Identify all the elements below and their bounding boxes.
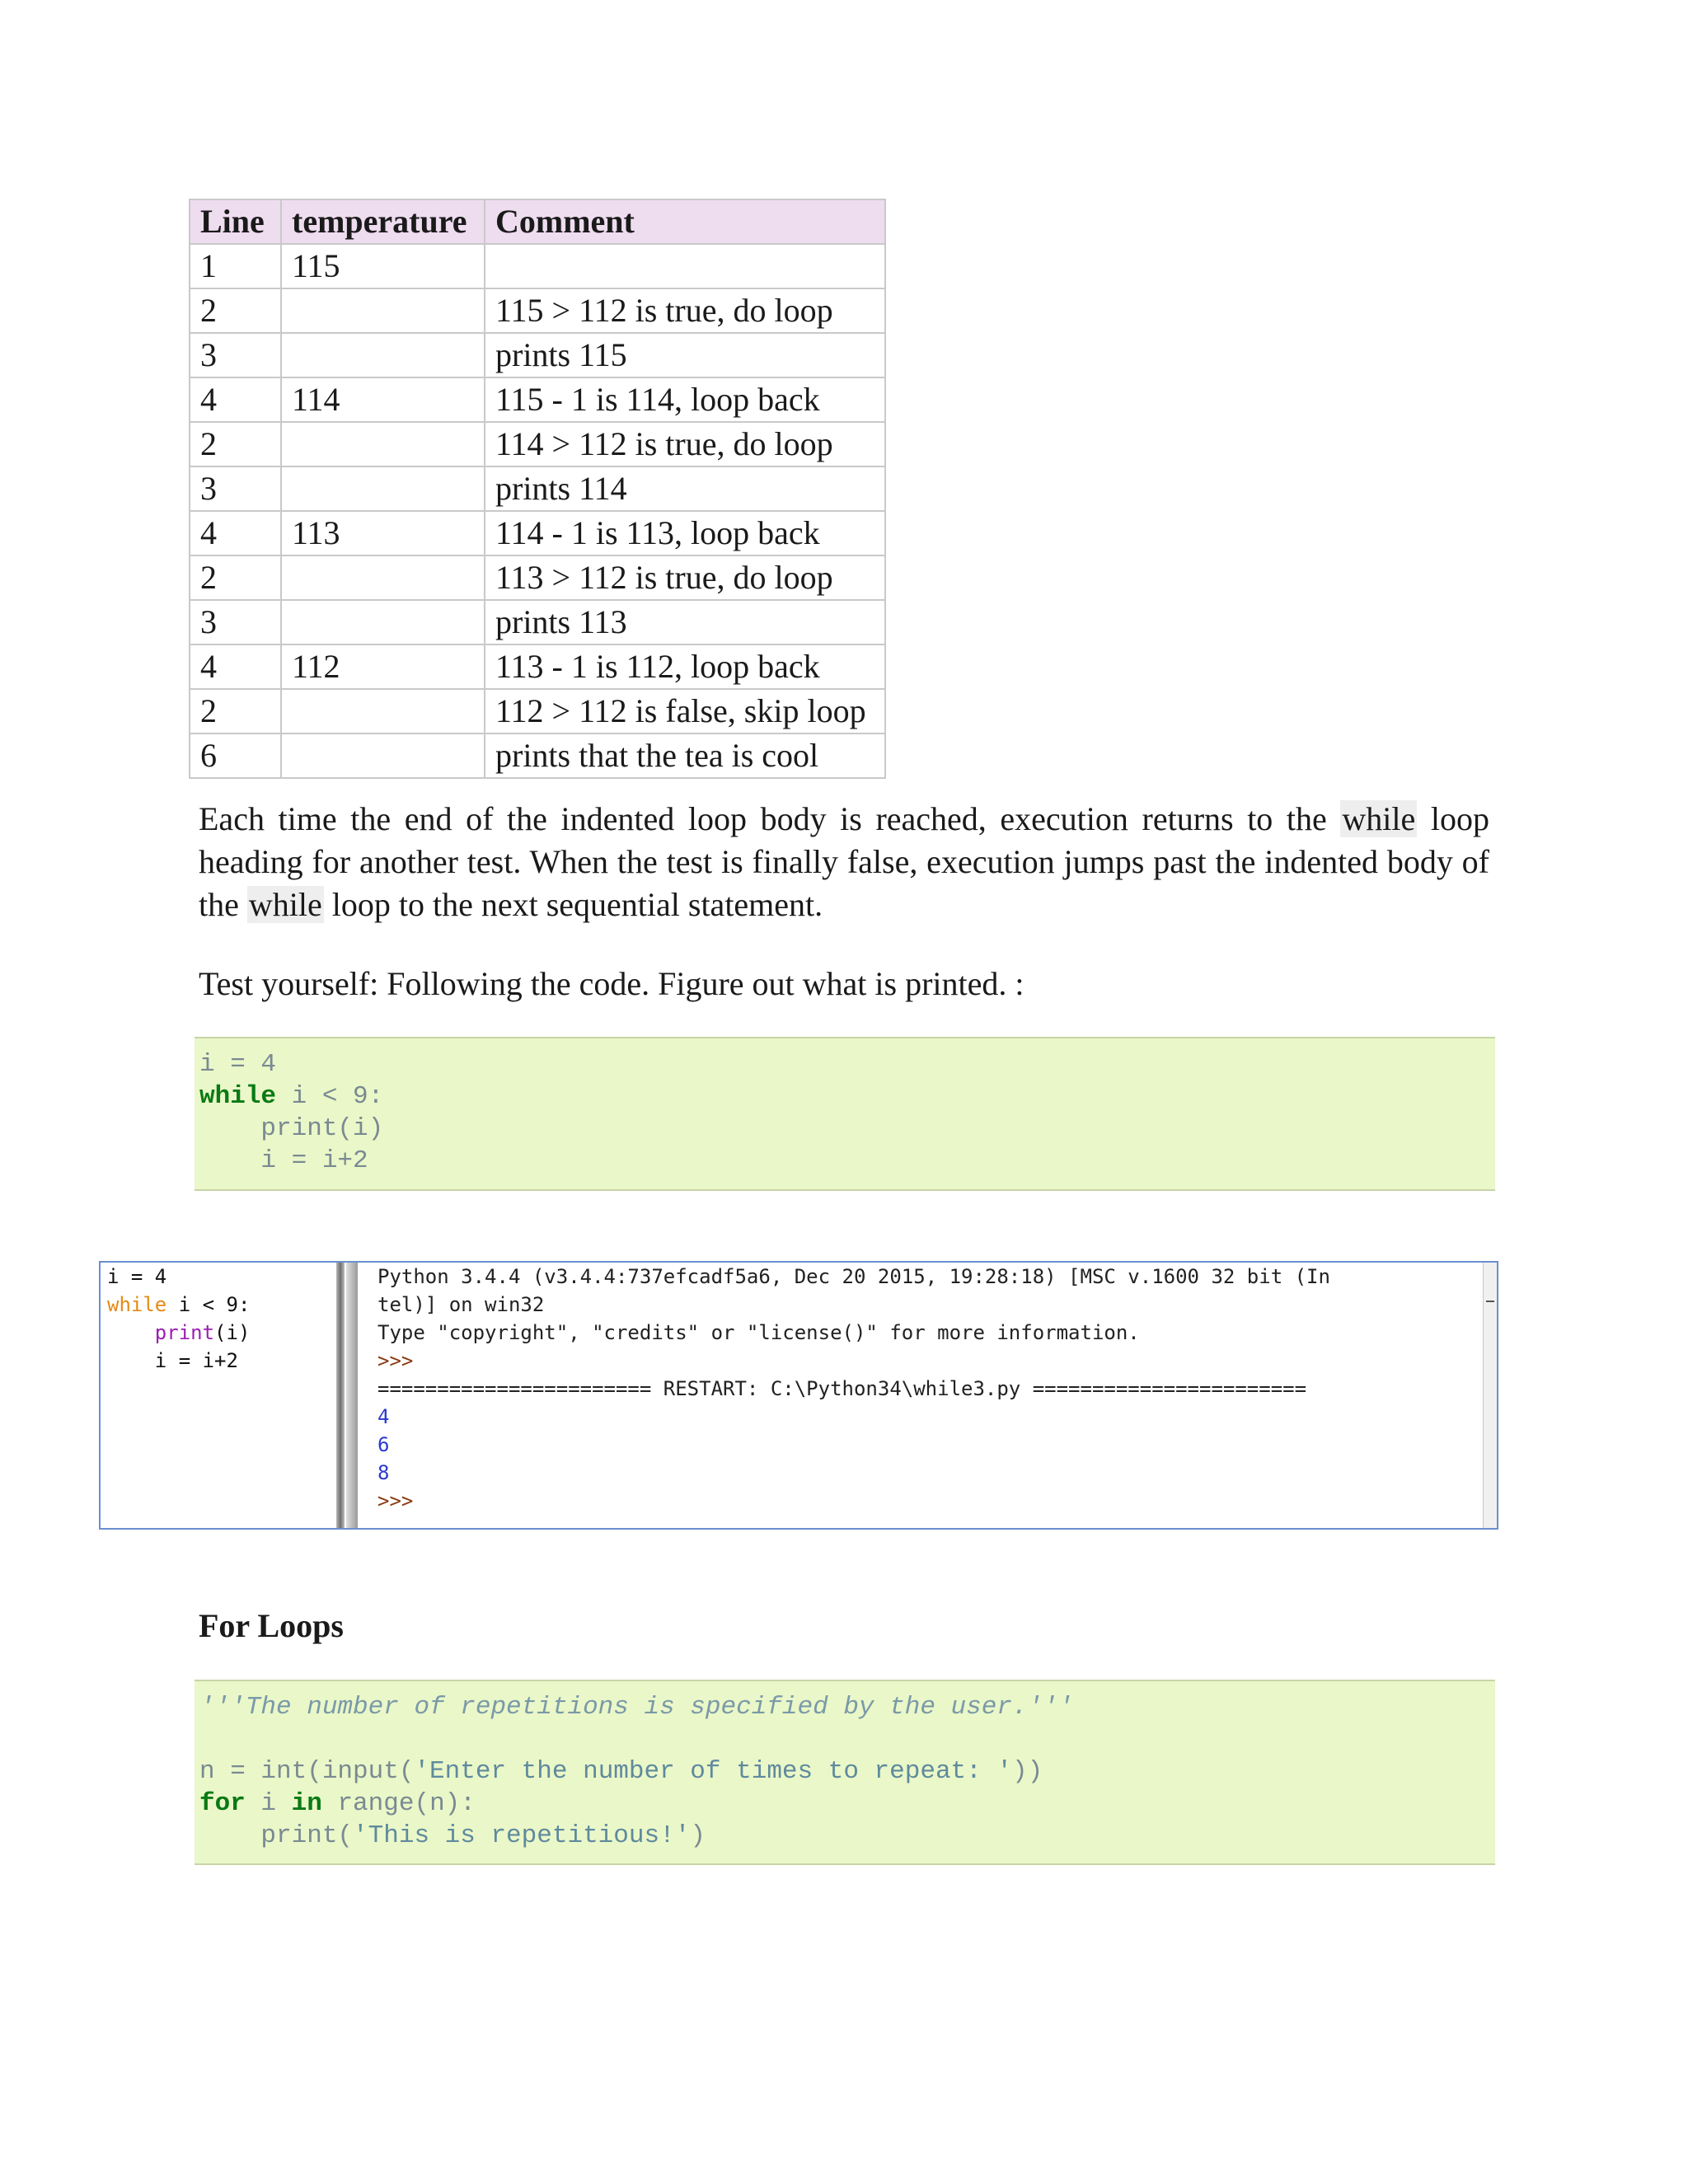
cell-comment: 112 > 112 is false, skip loop [485, 689, 885, 733]
table-row [190, 689, 885, 733]
cell-comment: 115 > 112 is true, do loop [485, 288, 885, 333]
section-heading-for-loops: For Loops [199, 1607, 344, 1644]
code-line-2-rest: i < 9: [276, 1082, 384, 1111]
shell-scrollbar[interactable] [1483, 1263, 1497, 1528]
table-row [190, 333, 885, 377]
cell-comment: 113 > 112 is true, do loop [485, 555, 885, 600]
cell-line: 2 [190, 689, 281, 733]
cell-line: 2 [190, 288, 281, 333]
shell-prompt-1: >>> [377, 1349, 414, 1372]
table-row [190, 466, 885, 511]
table-row [190, 600, 885, 644]
shell-banner-line-3: Type "copyright", "credits" or "license()" for more information. [377, 1321, 1140, 1344]
editor-line-3 [107, 1319, 336, 1347]
cell-comment: 115 - 1 is 114, loop back [485, 377, 885, 422]
cell-temperature [281, 600, 485, 644]
for-code-loop-var: i [245, 1789, 292, 1818]
cell-line: 4 [190, 377, 281, 422]
table-row [190, 244, 885, 288]
for-code-line-loop [199, 1788, 1495, 1820]
explanation-text-1: Each time the end of the indented loop body is reached, execution returns to the [199, 800, 1341, 837]
cell-temperature: 115 [281, 244, 485, 288]
table-row [190, 288, 885, 333]
for-code-block [195, 1680, 1495, 1865]
shell-banner-line-1: Python 3.4.4 (v3.4.4:737efcadf5a6, Dec 20 2015, 19:28:18) [MSC v.1600 32 bit (In [377, 1265, 1330, 1288]
cell-line: 3 [190, 466, 281, 511]
trace-table-body [190, 244, 885, 778]
table-row [190, 555, 885, 600]
explanation-text-2: loop heading for another test. When the test is finally false, execution jumps past the indented body of the [199, 800, 1489, 923]
cell-line: 3 [190, 333, 281, 377]
cell-temperature [281, 466, 485, 511]
editor-keyword-while: while [107, 1293, 167, 1316]
keyword-for: for [199, 1789, 246, 1818]
cell-line: 3 [190, 600, 281, 644]
explanation-paragraph [199, 798, 1489, 926]
for-code-print-a: print( [199, 1821, 354, 1850]
for-code-line-input [199, 1755, 1495, 1788]
cell-temperature: 112 [281, 644, 485, 689]
scrollbar-thumb[interactable] [1486, 1268, 1494, 1302]
shell-output-3: 8 [377, 1461, 390, 1484]
cell-comment: 114 > 112 is true, do loop [485, 422, 885, 466]
for-code-prompt-string: 'Enter the number of times to repeat: ' [414, 1757, 1012, 1786]
for-code-blank-line [199, 1723, 1495, 1755]
code-line-2 [199, 1080, 1495, 1113]
shell-banner-line-2: tel)] on win32 [377, 1293, 545, 1316]
table-row [190, 733, 885, 778]
column-header-temperature: temperature [281, 199, 485, 244]
for-code-line-input-a: n = int(input( [199, 1757, 415, 1786]
code-line-1: i = 4 [199, 1050, 277, 1079]
for-code-loop-rest: range(n): [321, 1789, 476, 1818]
cell-line: 4 [190, 644, 281, 689]
cell-temperature: 114 [281, 377, 485, 422]
idle-screenshot [99, 1261, 1498, 1530]
editor-line-3-indent [107, 1321, 155, 1344]
trace-table [189, 199, 886, 779]
cell-line: 2 [190, 555, 281, 600]
cell-line: 6 [190, 733, 281, 778]
for-code-line-input-b: )) [1011, 1757, 1043, 1786]
for-code-docstring: '''The number of repetitions is specified by the user.''' [199, 1693, 1074, 1722]
keyword-in: in [291, 1789, 322, 1818]
cell-comment: 114 - 1 is 113, loop back [485, 511, 885, 555]
keyword-while: while [199, 1082, 277, 1111]
shell-output-1: 4 [377, 1405, 390, 1428]
cell-comment [485, 244, 885, 288]
for-code-print-b: ) [690, 1821, 706, 1850]
idle-editor-pane [101, 1263, 336, 1528]
inline-code-while-1: while [1342, 800, 1416, 837]
shell-prompt-2: >>> [377, 1489, 414, 1512]
cell-temperature [281, 555, 485, 600]
table-header-row [190, 199, 885, 244]
column-header-comment: Comment [485, 199, 885, 244]
editor-line-3-rest: (i) [214, 1321, 251, 1344]
cell-temperature [281, 733, 485, 778]
cell-temperature [281, 288, 485, 333]
editor-line-4: i = i+2 [107, 1349, 238, 1372]
editor-line-2-rest: i < 9: [166, 1293, 251, 1316]
explanation-text-3: loop to the next sequential statement. [323, 886, 823, 923]
cell-line: 4 [190, 511, 281, 555]
cell-temperature: 113 [281, 511, 485, 555]
code-line-4: i = i+2 [199, 1146, 368, 1175]
idle-shell-pane[interactable] [363, 1263, 1484, 1528]
inline-code-while-2: while [248, 886, 322, 923]
editor-line-1: i = 4 [107, 1265, 167, 1288]
test-yourself-prompt: Test yourself: Following the code. Figure out what is printed. : [199, 965, 1025, 1002]
cell-temperature [281, 333, 485, 377]
cell-comment: 113 - 1 is 112, loop back [485, 644, 885, 689]
cell-comment: prints 113 [485, 600, 885, 644]
column-header-line: Line [190, 199, 281, 244]
cell-temperature [281, 422, 485, 466]
shell-restart-line: ======================= RESTART: C:\Python34\while3.py ======================= [377, 1377, 1307, 1400]
cell-line: 1 [190, 244, 281, 288]
table-row [190, 511, 885, 555]
editor-builtin-print: print [154, 1321, 215, 1344]
cell-temperature [281, 689, 485, 733]
table-row [190, 422, 885, 466]
cell-comment: prints 115 [485, 333, 885, 377]
table-row [190, 377, 885, 422]
cell-line: 2 [190, 422, 281, 466]
cell-comment: prints 114 [485, 466, 885, 511]
pane-divider [346, 1263, 358, 1528]
shell-output-2: 6 [377, 1433, 390, 1456]
for-code-line-print [199, 1820, 1495, 1852]
code-line-3: print(i) [199, 1114, 384, 1143]
pane-splitter[interactable] [336, 1263, 345, 1528]
editor-line-2 [107, 1291, 336, 1319]
table-row [190, 644, 885, 689]
while-code-block [195, 1037, 1495, 1191]
cell-comment: prints that the tea is cool [485, 733, 885, 778]
for-code-print-string: 'This is repetitious!' [353, 1821, 691, 1850]
